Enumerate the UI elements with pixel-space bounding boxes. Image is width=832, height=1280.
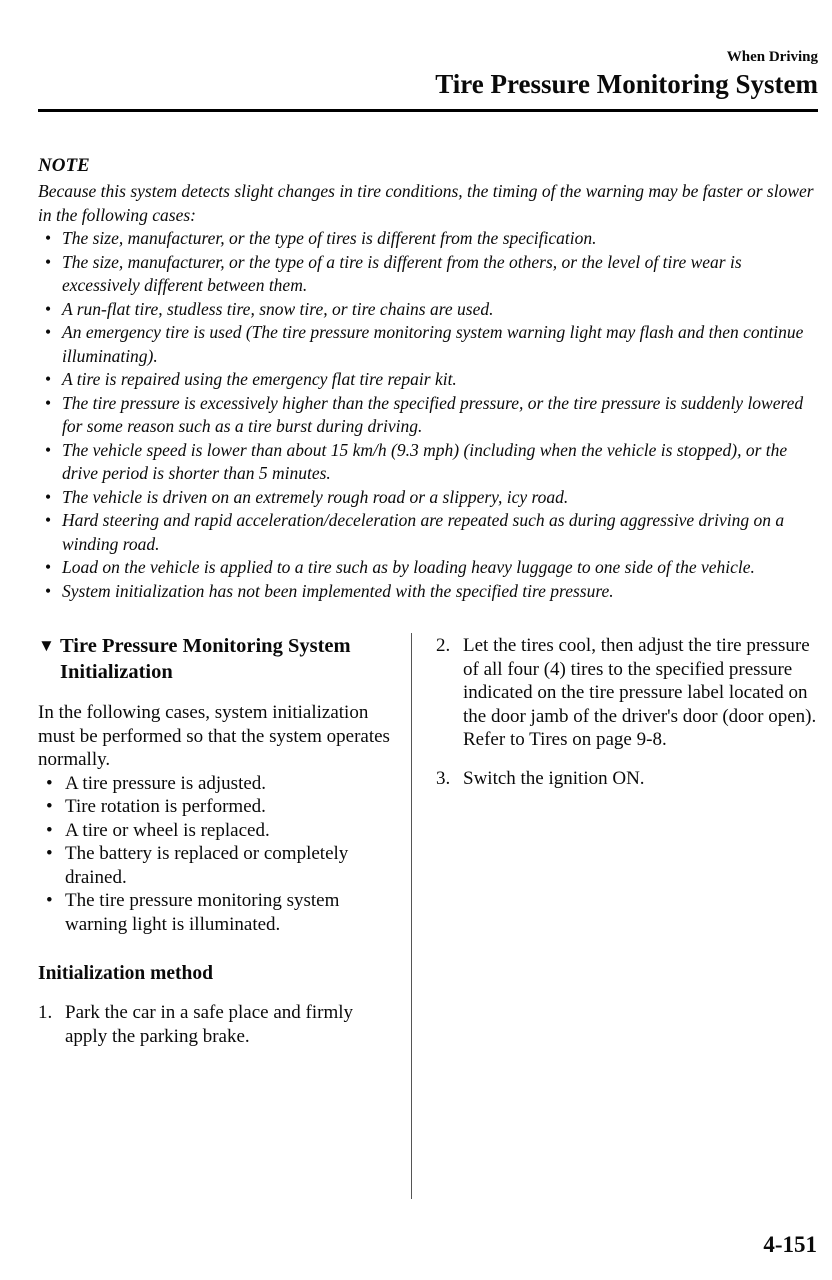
- step-item: 3. Switch the ignition ON.: [436, 767, 645, 789]
- list-item: • A tire pressure is adjusted.: [38, 772, 392, 796]
- list-item: • A run-flat tire, studless tire, snow tire, or tire chains are used.: [38, 298, 818, 322]
- list-item: • Hard steering and rapid acceleration/deceleration are repeated such as during aggressive driving on a winding road.: [38, 509, 818, 556]
- note-intro: Because this system detects slight changes in tire conditions, the timing of the warning may be faster or slower in the following cases:: [38, 181, 814, 225]
- section-heading: [38, 633, 392, 685]
- bullet-icon: •: [45, 298, 52, 319]
- list-item: • The size, manufacturer, or the type of tires is different from the specification.: [38, 227, 818, 251]
- section-heading-text: Tire Pressure Monitoring System Initialization: [60, 635, 351, 683]
- page-number: 4-151: [763, 1232, 817, 1257]
- bullet-icon: •: [45, 251, 52, 272]
- note-bullet-list: [38, 227, 818, 603]
- list-item: • The vehicle speed is lower than about 15 km/h (9.3 mph) (including when the vehicle is stopped), or the drive period is shorter than 5 minutes.: [38, 439, 818, 486]
- list-item: • An emergency tire is used (The tire pressure monitoring system warning light may flash and then continue illuminating).: [38, 321, 818, 368]
- step-number: 3.: [436, 767, 451, 789]
- bullet-icon: •: [45, 510, 52, 530]
- step-number: 2.: [436, 635, 451, 656]
- section-marker-icon: ▼: [38, 636, 55, 655]
- list-item: • The size, manufacturer, or the type of a tire is different from the others, or the level of tire wear is excessively different between them.: [38, 251, 818, 298]
- step-item: 1. Park the car in a safe place and firmly apply the parking brake.: [38, 1002, 354, 1047]
- right-column: [412, 633, 818, 1199]
- list-item: • System initialization has not been implemented with the specified tire pressure.: [38, 580, 818, 604]
- list-item: • A tire is repaired using the emergency flat tire repair kit.: [38, 368, 818, 392]
- bullet-icon: •: [46, 843, 53, 864]
- page-header: [38, 0, 818, 112]
- list-item: • Tire rotation is performed.: [38, 795, 392, 819]
- init-bullet-list: [38, 772, 392, 937]
- left-column: [38, 633, 411, 1199]
- bullet-icon: •: [45, 439, 52, 460]
- list-item: • The battery is replaced or completely drained.: [38, 842, 392, 889]
- bullet-icon: •: [45, 580, 52, 601]
- list-item: • A tire or wheel is replaced.: [38, 819, 392, 843]
- bullet-icon: •: [45, 557, 52, 577]
- bullet-icon: •: [46, 772, 53, 794]
- bullet-icon: •: [45, 228, 52, 248]
- step-number: 1.: [38, 1002, 53, 1023]
- note-block: [38, 154, 818, 603]
- list-item: • The tire pressure monitoring system warning light is illuminated.: [38, 889, 392, 936]
- list-item: • The vehicle is driven on an extremely rough road or a slippery, icy road.: [38, 486, 818, 510]
- bullet-icon: •: [45, 392, 52, 413]
- list-item: • Load on the vehicle is applied to a tire such as by loading heavy luggage to one side of the vehicle.: [38, 556, 818, 580]
- page-title: Tire Pressure Monitoring System: [435, 69, 818, 99]
- bullet-icon: •: [46, 890, 53, 911]
- bullet-icon: •: [46, 796, 53, 817]
- header-rule: [38, 109, 818, 112]
- bullet-icon: •: [45, 486, 52, 507]
- two-column-section: [38, 633, 818, 1199]
- method-heading: Initialization method: [38, 963, 213, 984]
- note-label: NOTE: [38, 155, 90, 176]
- list-item: • The tire pressure is excessively higher than the specified pressure, or the tire pressure is suddenly lowered for some reason such as a tire burst during driving.: [38, 392, 818, 439]
- step-item: 2. Let the tires cool, then adjust the tire pressure of all four (4) tires to the specified pressure indicated on the tire pressure label located on the door jamb of the driver's door (door open). Refer to Tires on page 9-8.: [436, 635, 817, 750]
- chapter-label: When Driving: [726, 49, 818, 65]
- bullet-icon: •: [45, 369, 52, 389]
- bullet-icon: •: [46, 819, 53, 841]
- bullet-icon: •: [45, 322, 52, 342]
- section-intro: In the following cases, system initialization must be performed so that the system operates normally.: [38, 702, 390, 770]
